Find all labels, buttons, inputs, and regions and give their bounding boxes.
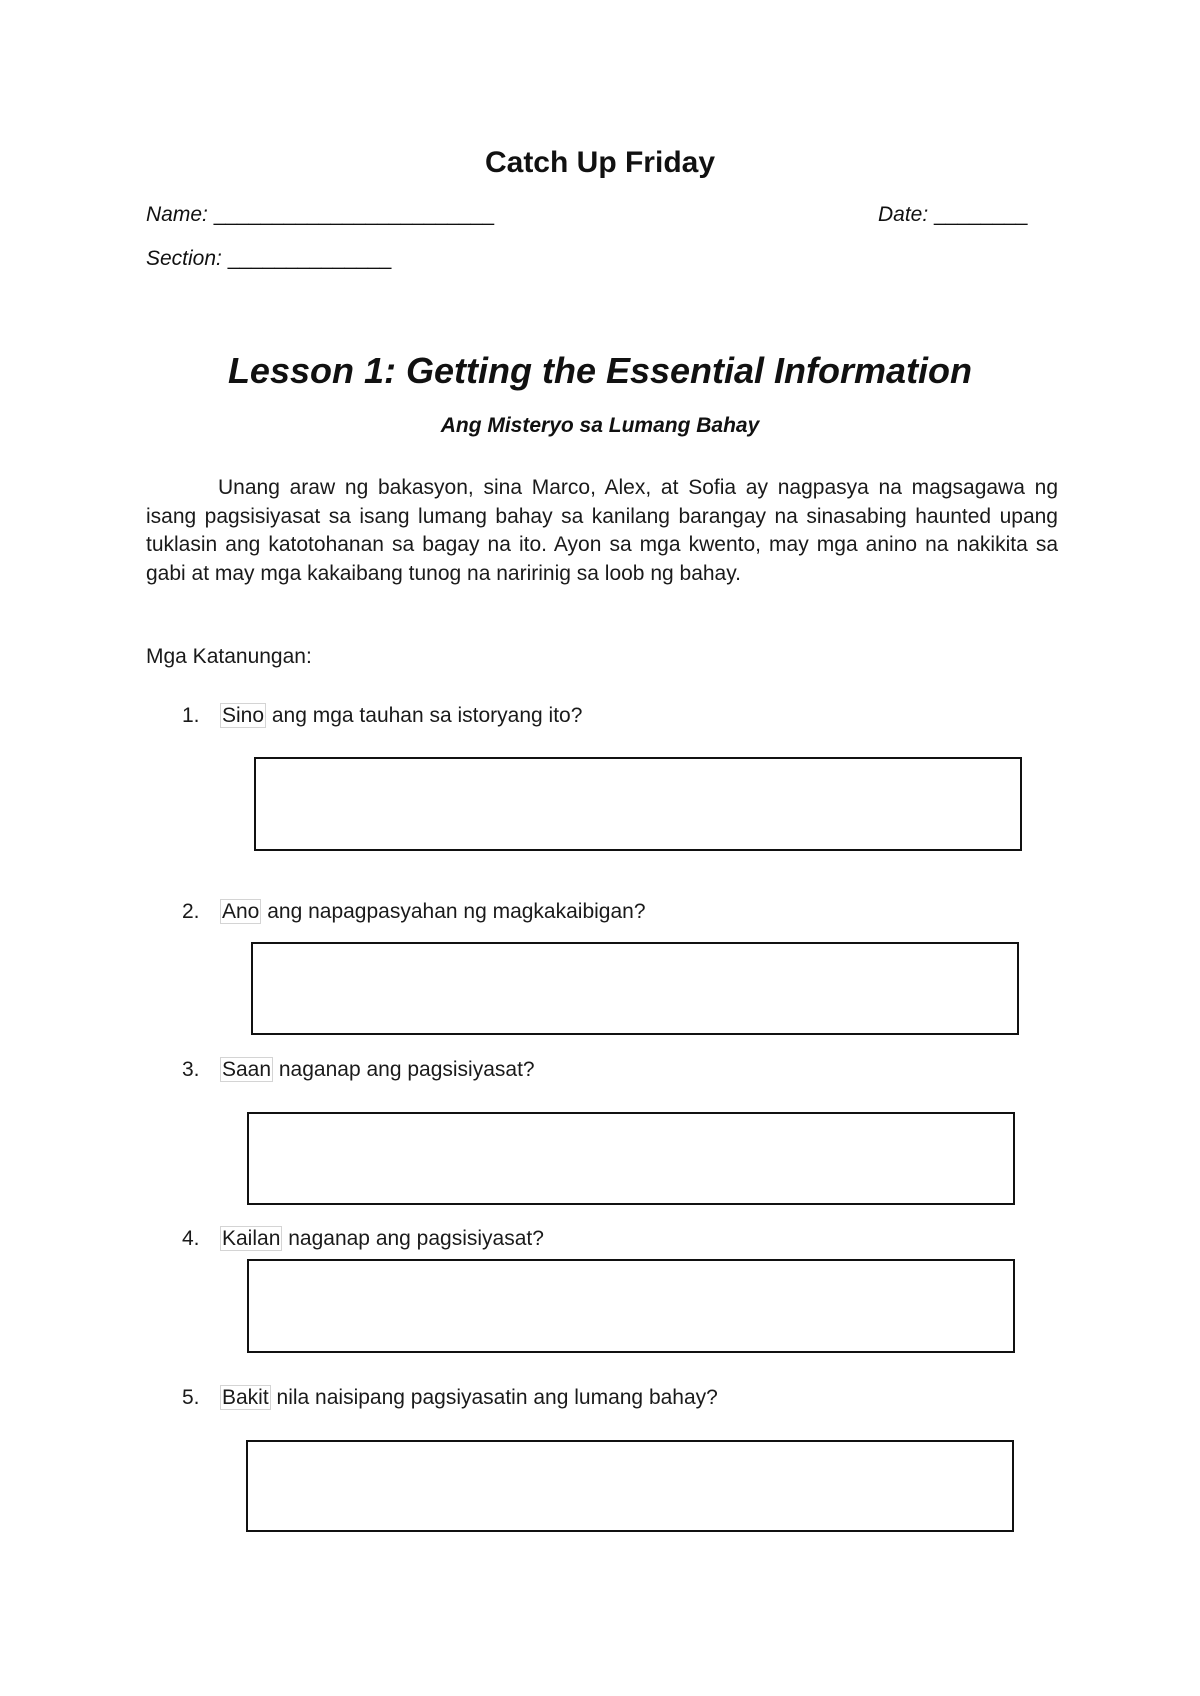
question-text: ang napagpasyahan ng magkakaibigan? bbox=[261, 900, 646, 923]
answer-box-1[interactable] bbox=[254, 757, 1022, 851]
questions-heading: Mga Katanungan: bbox=[146, 645, 312, 668]
question-word: Bakit bbox=[222, 1386, 269, 1409]
story-title: Ang Misteryo sa Lumang Bahay bbox=[440, 414, 760, 437]
question-number: 1. bbox=[182, 704, 200, 727]
answer-box-3[interactable] bbox=[247, 1112, 1015, 1205]
question-word: Sino bbox=[222, 704, 265, 727]
question-number: 5. bbox=[182, 1386, 200, 1409]
section-field[interactable] bbox=[146, 247, 391, 271]
lesson-title: Lesson 1: Getting the Essential Information bbox=[227, 350, 973, 391]
question-1 bbox=[182, 704, 582, 728]
name-blank[interactable]: ________________________ bbox=[213, 203, 495, 226]
question-number: 3. bbox=[182, 1058, 200, 1081]
answer-box-2[interactable] bbox=[251, 942, 1019, 1035]
question-number: 4. bbox=[182, 1227, 200, 1250]
story-paragraph: Unang araw ng bakasyon, sina Marco, Alex, at Sofia ay nagpasya na magsagawa ng isang pagsisiyasat sa isang lumang bahay sa kanilang barangay na sinasabing haunted upang tuklasin ang katotohanan sa bagay na ito. Ayon sa mga kwento, may mga anino na nakikita sa gabi at may mga kakaibang tunog na naririnig sa loob ng bahay. bbox=[146, 476, 1058, 585]
section-blank[interactable]: ______________ bbox=[227, 247, 392, 270]
date-label: Date: bbox=[878, 203, 929, 226]
question-word: Saan bbox=[222, 1058, 272, 1081]
answer-box-4[interactable] bbox=[247, 1259, 1015, 1353]
question-word: Kailan bbox=[222, 1227, 281, 1250]
question-text: naganap ang pagsisiyasat? bbox=[273, 1058, 535, 1081]
question-text: naganap ang pagsisiyasat? bbox=[282, 1227, 544, 1250]
name-field[interactable] bbox=[146, 203, 494, 227]
name-label: Name: bbox=[146, 203, 208, 226]
question-3 bbox=[182, 1058, 535, 1082]
page-title: Catch Up Friday bbox=[484, 146, 716, 179]
question-text: nila naisipang pagsiyasatin ang lumang bahay? bbox=[270, 1386, 718, 1409]
question-text: ang mga tauhan sa istoryang ito? bbox=[266, 704, 583, 727]
section-label: Section: bbox=[146, 247, 222, 270]
answer-box-5[interactable] bbox=[246, 1440, 1014, 1532]
question-word: Ano bbox=[222, 900, 260, 923]
question-2 bbox=[182, 900, 646, 924]
question-4 bbox=[182, 1227, 544, 1251]
question-number: 2. bbox=[182, 900, 200, 923]
question-5 bbox=[182, 1386, 718, 1410]
date-blank[interactable]: ________ bbox=[934, 203, 1028, 226]
date-field[interactable] bbox=[878, 203, 1027, 227]
